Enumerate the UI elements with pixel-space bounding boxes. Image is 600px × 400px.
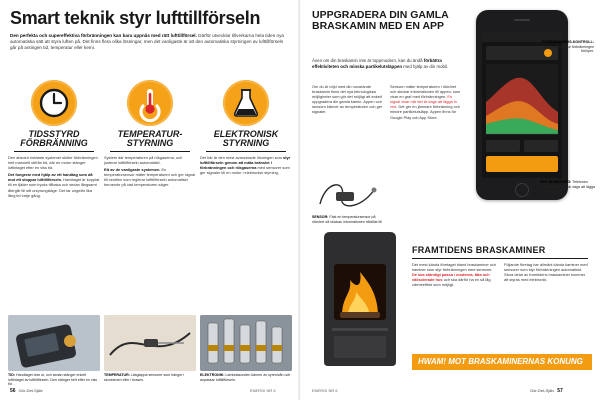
column-text-rest: Det ger en jämnare förbränning och mindre partikelutsläpp. Appen finns för Google Play och App Store. [390, 104, 460, 120]
caption-label: TEMPERATUR: [104, 373, 130, 377]
callout-combustion-control [538, 40, 594, 54]
standfirst-text: Därför utvecklar tillverkarna hela tiden nya automatiska sätt att styra luften på. Det finns flera olika lösningar, men det vanligaste är att den automatiska styrningen av lufttillförseln går på antingen tid, temperatur eller kemi. [10, 33, 284, 50]
standfirst [312, 58, 462, 69]
column-rule [206, 151, 286, 152]
feature-highlight: De ska ständigt passa i moderna, täta och välisolerade hus [412, 272, 490, 283]
body-bold: styr lufttillförseln genom att mäta bränslet i förbränningen och rökgaserna [200, 155, 291, 171]
caption-label: SENSOR: [312, 215, 329, 219]
column-time [8, 80, 100, 387]
body-bold: Det fungerar med hjälp av ett handtag som då mot ett stoppar lufttillförseln. [8, 172, 93, 183]
column-electronic [200, 80, 292, 382]
callout-label: APP-SLÄNGNING: [540, 180, 572, 184]
body-intro: Den absolut enklaste systemet sköter förbränningen helt manuellt utifrån tid, där en motor stänger luftintaget efter en viss tid. [8, 155, 98, 171]
column-rule [14, 151, 94, 152]
column-title-line-1: TIDSSTYRD [28, 129, 80, 139]
photo-caption [8, 373, 100, 387]
right-page [300, 0, 600, 400]
body-rest: En temperatursensor mäter temperaturen och ger signal till ventilen som reglerar lufttillförseln automatiskt beroende på vad temperaturen säger. [104, 167, 196, 188]
phone-home-button [515, 183, 529, 197]
folio-issue: ENERGI NR 6 [312, 388, 338, 393]
folio-right [530, 388, 563, 394]
standfirst-rest: med hjälp av din mobil. [402, 63, 449, 69]
caption-text: Fäst en temperatursensor på rökröret så skickas informationen trådlöst till [312, 215, 382, 224]
column-body [8, 155, 100, 295]
photo-caption [104, 373, 196, 382]
column-rule [110, 151, 190, 152]
page-headline: UPPGRADERA DIN GAMLA BRASKAMIN MED EN APP [312, 9, 449, 32]
folio-text: Gör-Det-Själv [530, 388, 555, 393]
body-rest: Handtaget är kopplat till en fjäder som trycks tillbaka och sedan långsamt återgår till sitt ursprungsläge. Det tar ungefär lika lång tid varje gång. [8, 177, 100, 198]
column-title-line-1: ELEKTRONISK [213, 129, 279, 139]
standfirst-intro: Även om din braskamin inte är toppmodern, kan du ändå [312, 58, 424, 63]
column-title [200, 130, 292, 148]
standfirst-bold: förbättra effektiviteten och minska partikelutsläppen [312, 58, 442, 69]
wood-stove-photo [312, 224, 408, 374]
folio-issue: ENERGI NR 6 [250, 388, 276, 393]
caption-label: ELEKTRONIK: [200, 373, 225, 377]
body-intro: System där temperaturen på rökgaserna, och justerar lufttillförseln automatiskt. [104, 155, 183, 166]
feature-column-2 [504, 262, 590, 352]
caption-text: Läsglappa sensorer som hänger i skorstenen eller i brasen. [104, 373, 185, 382]
sensor-photo [312, 174, 384, 214]
column-title-line-2: STYRNING [222, 138, 270, 148]
column-title-line-1: TEMPERATUR- [117, 129, 183, 139]
folio-left [10, 388, 43, 394]
caption-text: Handtaget drar ut, och sedan stänger enkelt luftintaget av lufttillförseln. Den stänger helt efter en viss tid. [8, 373, 98, 387]
smartphone [476, 10, 568, 200]
remote-control-photo [8, 315, 100, 371]
callout-app-alert [540, 180, 596, 194]
column-body [104, 155, 196, 295]
callout-text: Telefonen meddelar när det är dags att lägga in nästa vedträ. [540, 180, 595, 194]
feature-headline: FRAMTIDENS BRASKAMINER [412, 245, 546, 255]
banner-text: HWAM! MOT BRASKAMINERNAS KONUNG [418, 357, 583, 366]
feature-column-1 [412, 262, 498, 352]
column-text: Om du är nöjd med din nuvarande braskamin finns det nya teknologiska möjligheter som gör det möjligt att enkelt uppgradera din gamla kamin. Appen och sensorn känner av temperaturen och ger signaler. [312, 84, 383, 115]
column-title [8, 130, 100, 148]
feature-rule [412, 258, 588, 259]
body-intro: Det här är den mest avancerade lösningen som [200, 155, 284, 160]
callout-label: FÖRBRÄNNINGS-KONTROLL: [542, 40, 594, 44]
column-title [104, 130, 196, 148]
standfirst [10, 33, 290, 51]
clock-icon [31, 80, 77, 126]
app-screen [482, 32, 562, 178]
column-text: Sensorn mäter temperaturen i rökröret och skickar informationen till appen, som visar en graf med förbränningen. [390, 84, 461, 100]
folio-text: Gör-Det-Själv [18, 388, 43, 393]
feature-rest: och ska därför ha en så låg värmeeffekt som möjligt. [412, 277, 491, 288]
flask-icon [223, 80, 269, 126]
page-number: 56 [10, 388, 16, 394]
hwam-banner [412, 354, 592, 370]
body-bold: Ett av de vanligaste systemen. [104, 167, 161, 173]
column-temperature [104, 80, 196, 382]
column-title-line-2: FÖRBRÄNNING [20, 138, 88, 148]
feature-intro: Det mest kända företaget bland braskaminer och kaminer som styr förbränningen med sensorer. [412, 262, 497, 273]
lambda-sensors-photo [200, 315, 292, 371]
page-number: 57 [557, 388, 563, 394]
callout-text: Grafen visar hur förbränningen förlöper. [545, 44, 594, 54]
column-title-line-2: STYRNING [126, 138, 174, 148]
phone-speaker [514, 19, 530, 21]
feature-text: Följande företag har allmänt kända kaminer med sensorer som styr förbränningen automatiskt. Stora delar av framtidens braskaminer kommer att styras med elektronik. [504, 262, 588, 283]
caption-text: Lambdasonden känner av syrenivån och anpassar lufttillförseln. [200, 373, 291, 382]
body-rest: med sensorer som ger signaler till en motor i elektronisk styrning. [200, 165, 290, 176]
temperature-probe-photo [104, 315, 196, 371]
column-body [200, 155, 292, 295]
thermometer-icon [127, 80, 173, 126]
photo-caption [200, 373, 292, 382]
caption-label: TID: [8, 373, 15, 377]
page-headline: Smart teknik styr lufttillförseln [10, 8, 261, 28]
standfirst-bold: Den perfekta och supereffektiva förbränningen kan bara uppnås med rätt lufttillförsel. [10, 33, 197, 38]
highlight-text: En signal visar när det är dags att lägga in ved. [390, 94, 457, 110]
article-column-2 [390, 84, 462, 240]
article-column-1 [312, 84, 384, 172]
